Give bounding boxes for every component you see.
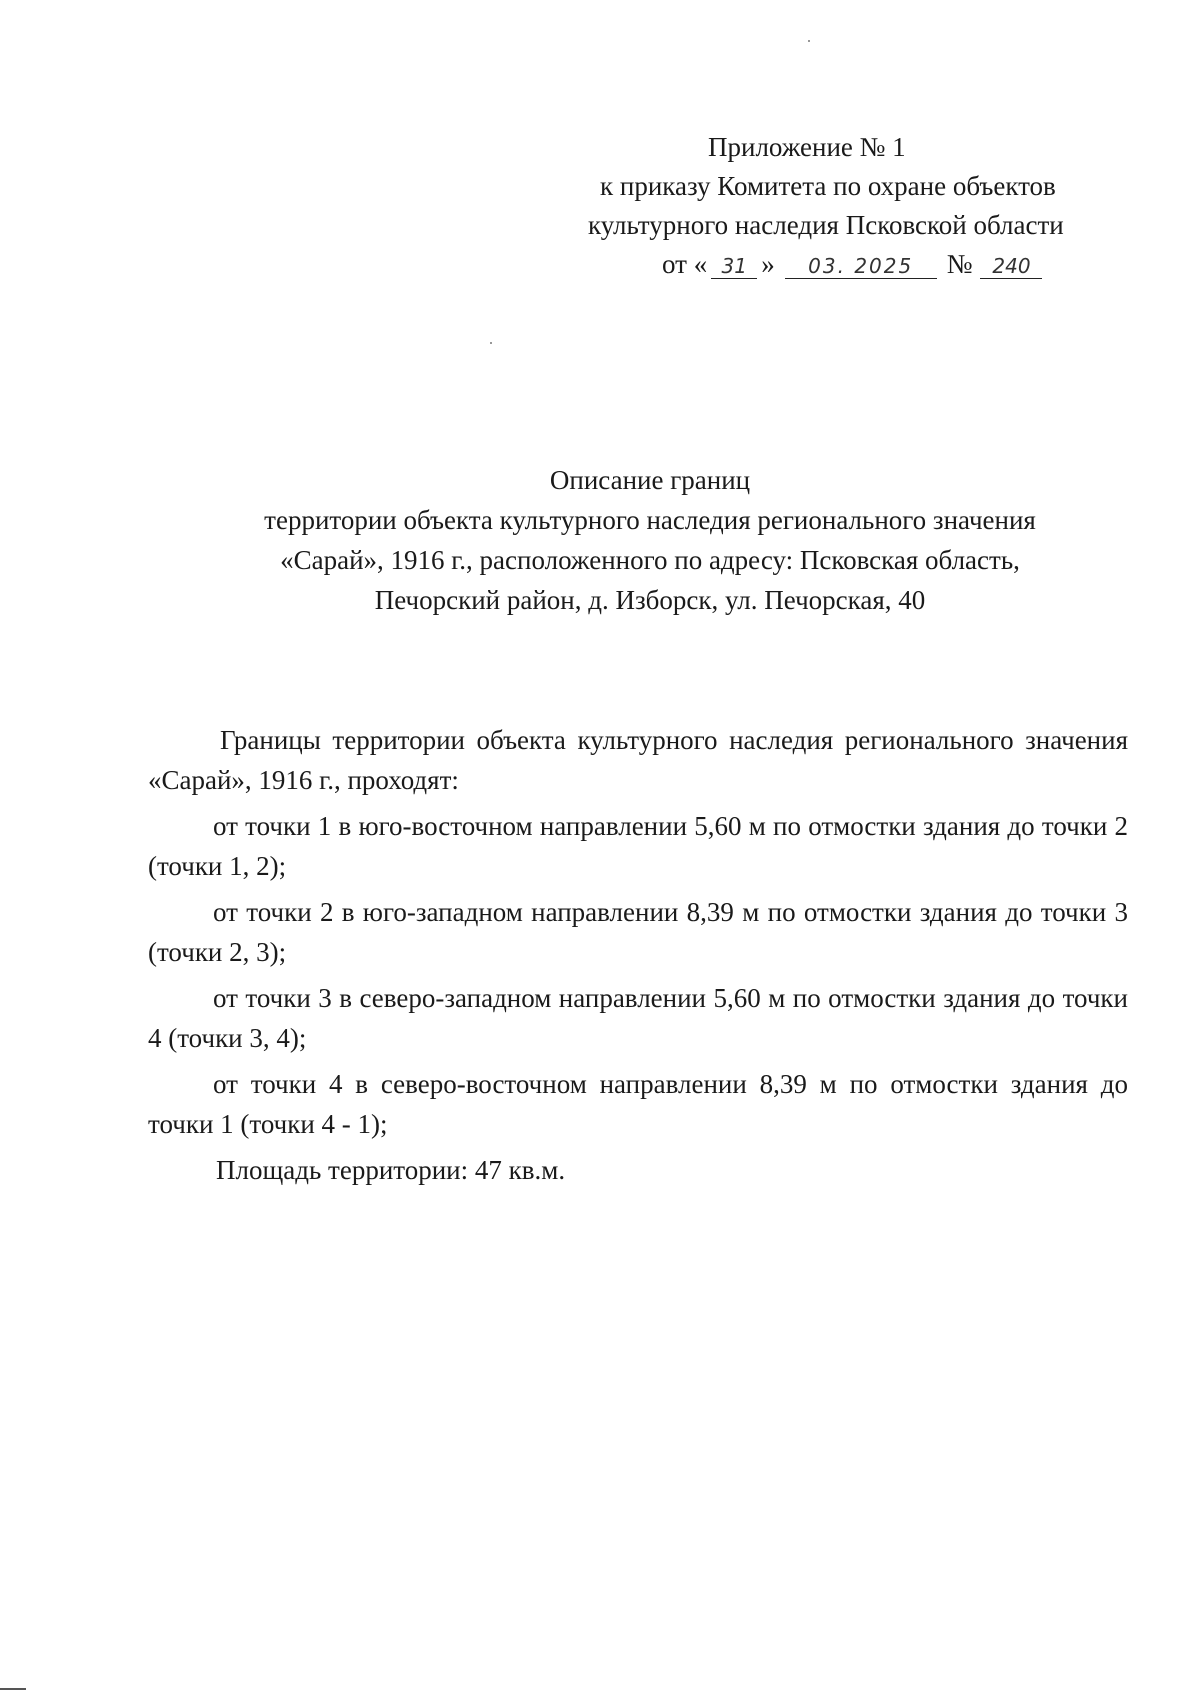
handwritten-day: 31 [711,254,757,279]
title-line-2: территории объекта культурного наследия регионального значения [264,505,1036,535]
segment-paragraph: от точки 1 в юго-восточном направлении 5,60 м по отмостки здания до точки 2 (точки 1, 2); [148,811,1128,881]
annex-close-quote: » [761,249,775,279]
scan-speck [808,40,810,42]
annex-date-line [560,245,1120,284]
annex-header [560,128,1120,284]
segment-paragraph: от точки 4 в северо-восточном направлении 8,39 м по отмостки здания до точки 1 (точки 4 - 1); [148,1069,1128,1139]
area-line: Площадь территории: 47 кв.м. [216,1155,566,1185]
annex-date-prefix: от « [662,249,708,279]
intro-paragraph: Границы территории объекта культурного наследия регионального значения «Сарай», 1916 г., проходят: [148,725,1128,795]
segment-paragraph: от точки 2 в юго-западном направлении 8,39 м по отмостки здания до точки 3 (точки 2, 3); [148,897,1128,967]
document-body [148,720,1128,1190]
segment-paragraph: от точки 3 в северо-западном направлении 5,60 м по отмостки здания до точки 4 (точки 3, 4); [148,983,1128,1053]
annex-committee: культурного наследия Псковской области [588,210,1064,240]
title-line-1: Описание границ [549,465,751,495]
annex-title: Приложение № 1 [708,132,906,162]
scan-edge-mark [0,1688,26,1690]
handwritten-date: 03. 2025 [785,254,937,279]
document-title [150,460,1150,620]
title-line-4: Печорский район, д. Изборск, ул. Печорская, 40 [374,585,926,615]
title-line-3: «Сарай», 1916 г., расположенного по адресу: Псковская область, [280,545,1020,575]
annex-order-ref: к приказу Комитета по охране объектов [600,171,1056,201]
handwritten-number: 240 [980,254,1042,279]
annex-number-label: № [946,249,973,279]
scan-speck [490,342,492,344]
